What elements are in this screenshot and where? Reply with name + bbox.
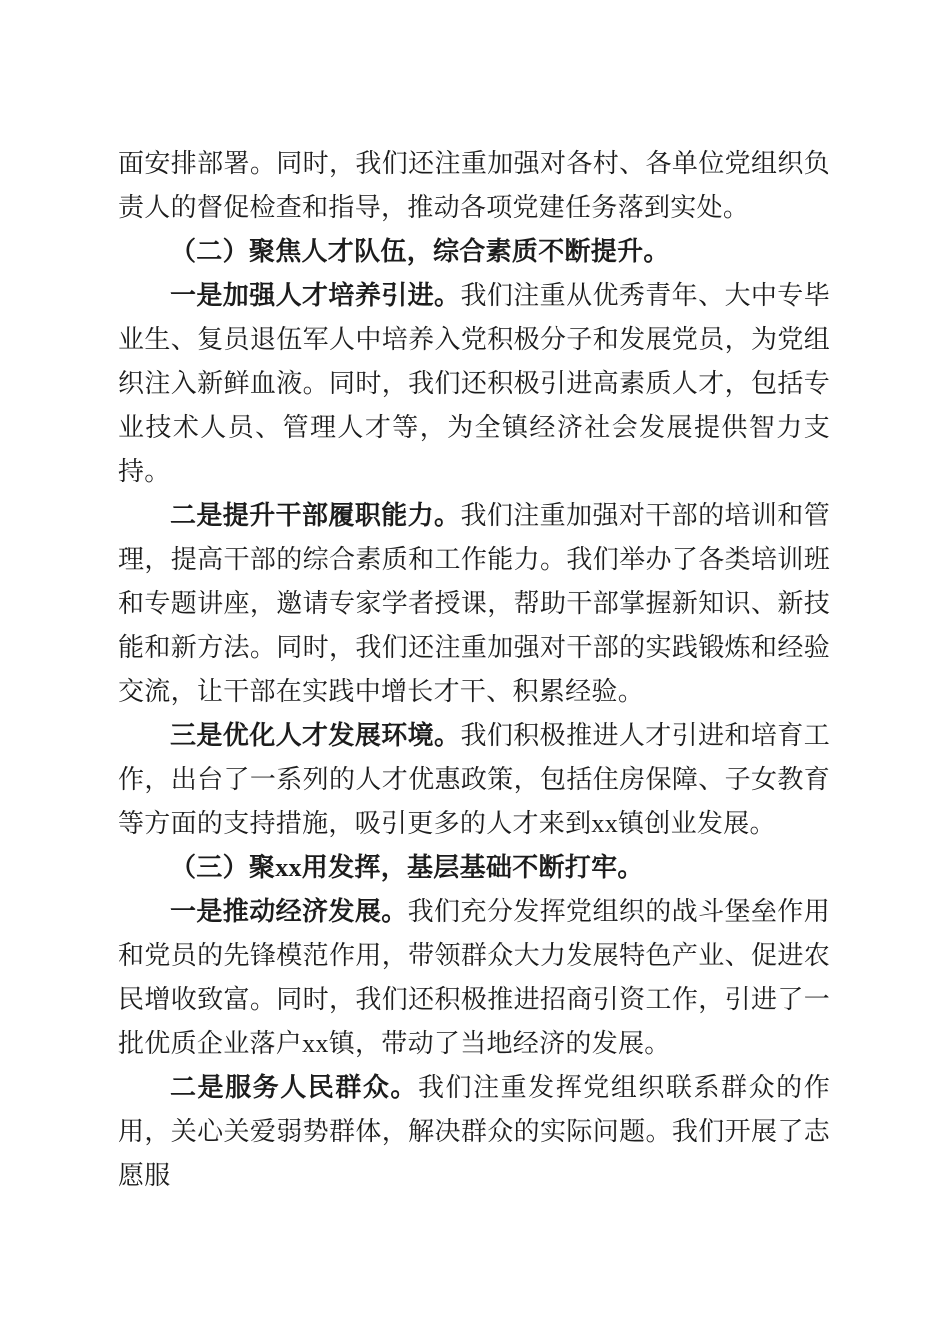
section-heading-3 <box>118 846 830 890</box>
section-heading-label: （二）聚焦人才队伍，综合素质不断提升。 <box>170 237 670 266</box>
paragraph-text: 我们充分发挥党组织的战斗堡垒作用和党员的先锋模范作用，带领群众大力发展特色产业、促进农民增收致富。同时，我们还积极推进招商引资工作，引进了一批优质企业落户xx镇，带动了当地经济的发展。 <box>118 897 830 1058</box>
section-heading-label: （三）聚xx用发挥，基层基础不断打牢。 <box>170 853 644 882</box>
paragraph-lead: 二是服务人民群众。 <box>170 1073 418 1102</box>
section-heading-2 <box>118 230 830 274</box>
paragraph-text: 我们注重发挥党组织联系群众的作用，关心关爱弱势群体，解决群众的实际问题。我们开展了志愿服 <box>118 1073 830 1190</box>
paragraph-talent-environment <box>118 714 830 846</box>
paragraph-lead: 二是提升干部履职能力。 <box>170 501 461 530</box>
paragraph-serving-people <box>118 1066 830 1198</box>
paragraph-text: 面安排部署。同时，我们还注重加强对各村、各单位党组织负责人的督促检查和指导，推动各项党建任务落到实处。 <box>118 149 830 222</box>
paragraph-talent-cultivation <box>118 274 830 494</box>
paragraph-text: 我们积极推进人才引进和培育工作，出台了一系列的人才优惠政策，包括住房保障、子女教育等方面的支持措施，吸引更多的人才来到xx镇创业发展。 <box>118 721 830 838</box>
paragraph-text: 我们注重从优秀青年、大中专毕业生、复员退伍军人中培养入党积极分子和发展党员，为党组织注入新鲜血液。同时，我们还积极引进高素质人才，包括专业技术人员、管理人才等，为全镇经济社会发展提供智力支持。 <box>118 281 830 486</box>
paragraph-text: 我们注重加强对干部的培训和管理，提高干部的综合素质和工作能力。我们举办了各类培训班和专题讲座，邀请专家学者授课，帮助干部掌握新知识、新技能和新方法。同时，我们还注重加强对干部的实践锻炼和经验交流，让干部在实践中增长才干、积累经验。 <box>118 501 830 706</box>
paragraph-economic-development <box>118 890 830 1066</box>
paragraph-lead: 一是加强人才培养引进。 <box>170 281 461 310</box>
paragraph-lead: 三是优化人才发展环境。 <box>170 721 461 750</box>
document-text-block <box>118 142 830 1198</box>
paragraph-lead: 一是推动经济发展。 <box>170 897 408 926</box>
paragraph-cadre-capability <box>118 494 830 714</box>
paragraph-continuation <box>118 142 830 230</box>
